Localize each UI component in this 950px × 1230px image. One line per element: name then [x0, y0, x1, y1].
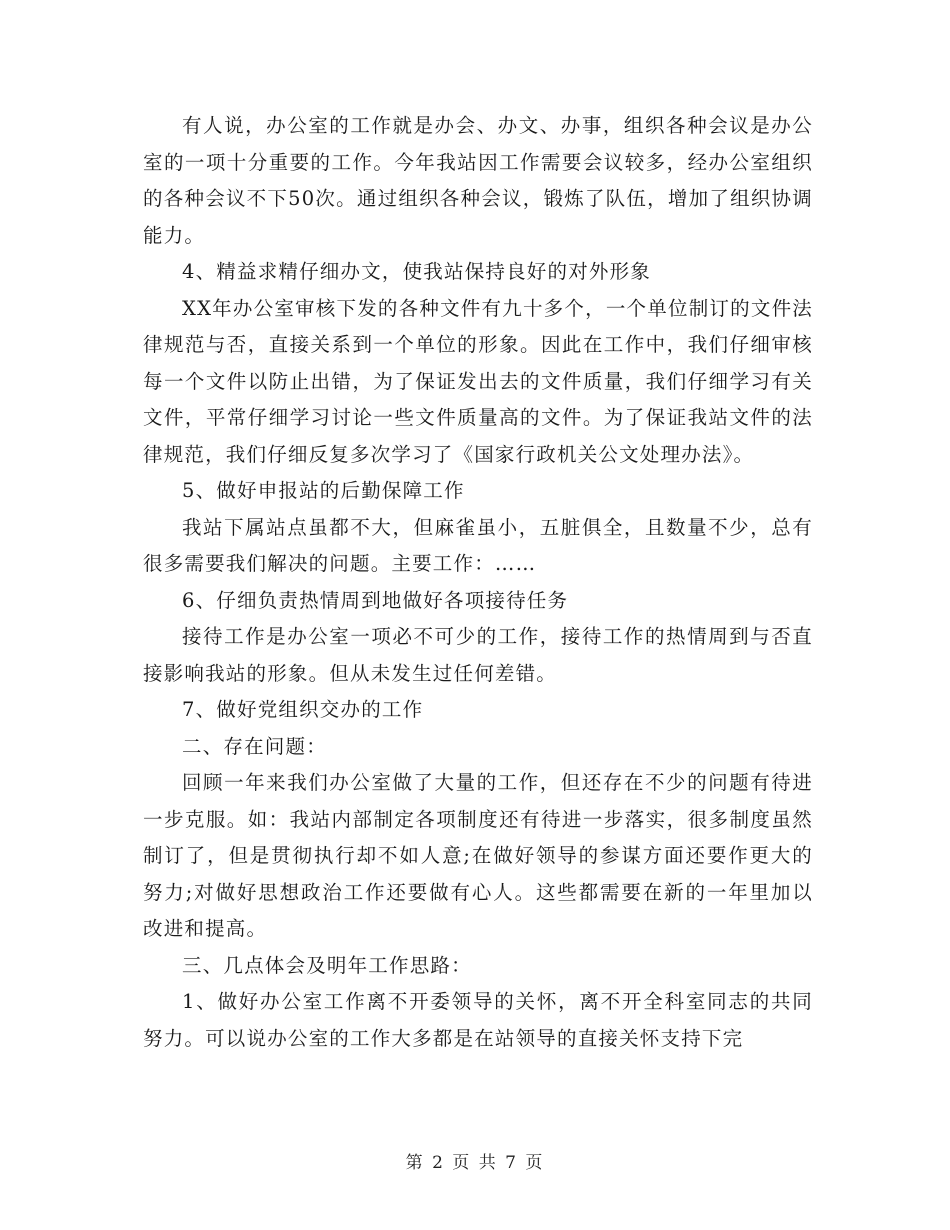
paragraph: 我站下属站点虽都不大，但麻雀虽小，五脏俱全，且数量不少，总有很多需要我们解决的问题。主要工作：……: [143, 515, 813, 575]
paragraph: 1、做好办公室工作离不开委领导的关怀，离不开全科室同志的共同努力。可以说办公室的工作大多都是在站领导的直接关怀支持下完: [143, 990, 813, 1050]
document-body: [143, 108, 813, 1057]
section-heading: 二、存在问题：: [182, 734, 327, 758]
section-heading: 三、几点体会及明年工作思路：: [182, 953, 472, 977]
paragraph: 回顾一年来我们办公室做了大量的工作，但还存在不少的问题有待进一步克服。如：我站内部制定各项制度还有待进一步落实，很多制度虽然制订了，但是贯彻执行却不如人意;在做好领导的参谋方面还要作更大的努力;对做好思想政治工作还要做有心人。这些都需要在新的一年里加以改进和提高。: [143, 771, 813, 940]
paragraph: 接待工作是办公室一项必不可少的工作，接待工作的热情周到与否直接影响我站的形象。但从未发生过任何差错。: [143, 625, 813, 685]
section-heading: 7、做好党组织交办的工作: [182, 698, 424, 721]
section-heading: 5、做好申报站的后勤保障工作: [182, 479, 465, 502]
section-heading: 4、精益求精仔细办文，使我站保持良好的对外形象: [182, 260, 652, 283]
section-heading: 6、仔细负责热情周到地做好各项接待任务: [182, 588, 569, 612]
paragraph: XX年办公室审核下发的各种文件有九十多个，一个单位制订的文件法律规范与否，直接关系到一个单位的形象。因此在工作中，我们仔细审核每一个文件以防止出错，为了保证发出去的文件质量，我们仔细学习有关文件，平常仔细学习讨论一些文件质量高的文件。为了保证我站文件的法律规范，我们仔细反复多次学习了《国家行政机关公文处理办法》。: [143, 296, 813, 466]
page-number-footer: 第 2 页 共 7 页: [405, 1153, 545, 1173]
paragraph: 有人说，办公室的工作就是办会、办文、办事，组织各种会议是办公室的一项十分重要的工作。今年我站因工作需要会议较多，经办公室组织的各种会议不下50次。通过组织各种会议，锻炼了队伍，增加了组织协调能力。: [143, 114, 813, 247]
